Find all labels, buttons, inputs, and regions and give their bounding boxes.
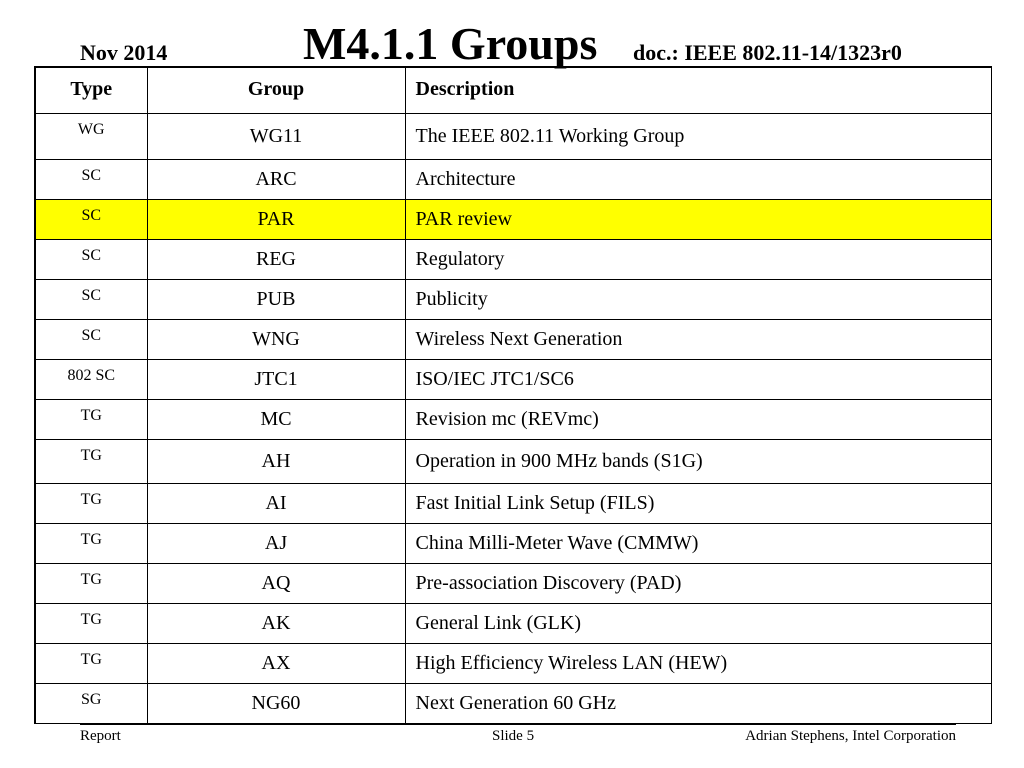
group-cell: AK — [147, 603, 405, 643]
table-row — [35, 683, 991, 723]
table-row — [35, 399, 991, 439]
description-cell: Next Generation 60 GHz — [405, 683, 991, 723]
type-cell: SC — [35, 319, 147, 359]
group-cell: WNG — [147, 319, 405, 359]
table-row — [35, 113, 991, 159]
description-cell: Regulatory — [405, 239, 991, 279]
footer-slide-number: Slide 5 — [492, 728, 535, 744]
description-cell: Publicity — [405, 279, 991, 319]
table-row — [35, 279, 991, 319]
group-cell: NG60 — [147, 683, 405, 723]
group-cell: AJ — [147, 523, 405, 563]
description-cell: Revision mc (REVmc) — [405, 399, 991, 439]
group-cell: AQ — [147, 563, 405, 603]
group-cell: AX — [147, 643, 405, 683]
type-cell: TG — [35, 399, 147, 439]
groups-table — [34, 66, 992, 724]
column-header-description: Description — [405, 67, 991, 113]
description-cell: Operation in 900 MHz bands (S1G) — [405, 439, 991, 483]
description-cell: High Efficiency Wireless LAN (HEW) — [405, 643, 991, 683]
table-row — [35, 359, 991, 399]
type-cell: TG — [35, 523, 147, 563]
type-cell: SC — [35, 239, 147, 279]
description-cell: The IEEE 802.11 Working Group — [405, 113, 991, 159]
type-cell: SC — [35, 199, 147, 239]
type-cell: SC — [35, 279, 147, 319]
table-row — [35, 199, 991, 239]
table-row — [35, 439, 991, 483]
table-row — [35, 319, 991, 359]
group-cell: REG — [147, 239, 405, 279]
group-cell: PAR — [147, 199, 405, 239]
footer-left: Report — [80, 728, 121, 744]
doc-number: doc.: IEEE 802.11-14/1323r0 — [633, 40, 902, 65]
description-cell: Architecture — [405, 159, 991, 199]
type-cell: WG — [35, 113, 147, 159]
type-cell: TG — [35, 603, 147, 643]
group-cell: MC — [147, 399, 405, 439]
description-cell: Pre-association Discovery (PAD) — [405, 563, 991, 603]
group-cell: AH — [147, 439, 405, 483]
column-header-type: Type — [35, 67, 147, 113]
group-cell: ARC — [147, 159, 405, 199]
type-cell: SG — [35, 683, 147, 723]
type-cell: TG — [35, 563, 147, 603]
description-cell: PAR review — [405, 199, 991, 239]
table-row — [35, 239, 991, 279]
description-cell: Fast Initial Link Setup (FILS) — [405, 483, 991, 523]
table-header-row — [35, 67, 991, 113]
header-date: Nov 2014 — [80, 40, 168, 65]
type-cell: TG — [35, 439, 147, 483]
group-cell: AI — [147, 483, 405, 523]
description-cell: General Link (GLK) — [405, 603, 991, 643]
type-cell: TG — [35, 643, 147, 683]
description-cell: ISO/IEC JTC1/SC6 — [405, 359, 991, 399]
type-cell: SC — [35, 159, 147, 199]
group-cell: WG11 — [147, 113, 405, 159]
type-cell: TG — [35, 483, 147, 523]
table-row — [35, 159, 991, 199]
table-row — [35, 483, 991, 523]
table-row — [35, 643, 991, 683]
slide-title: M4.1.1 Groups — [303, 18, 598, 69]
footer-divider — [80, 723, 956, 725]
table-row — [35, 603, 991, 643]
table-row — [35, 563, 991, 603]
footer-author: Adrian Stephens, Intel Corporation — [745, 728, 956, 744]
table-row — [35, 523, 991, 563]
group-cell: PUB — [147, 279, 405, 319]
description-cell: Wireless Next Generation — [405, 319, 991, 359]
description-cell: China Milli-Meter Wave (CMMW) — [405, 523, 991, 563]
column-header-group: Group — [147, 67, 405, 113]
group-cell: JTC1 — [147, 359, 405, 399]
type-cell: 802 SC — [35, 359, 147, 399]
